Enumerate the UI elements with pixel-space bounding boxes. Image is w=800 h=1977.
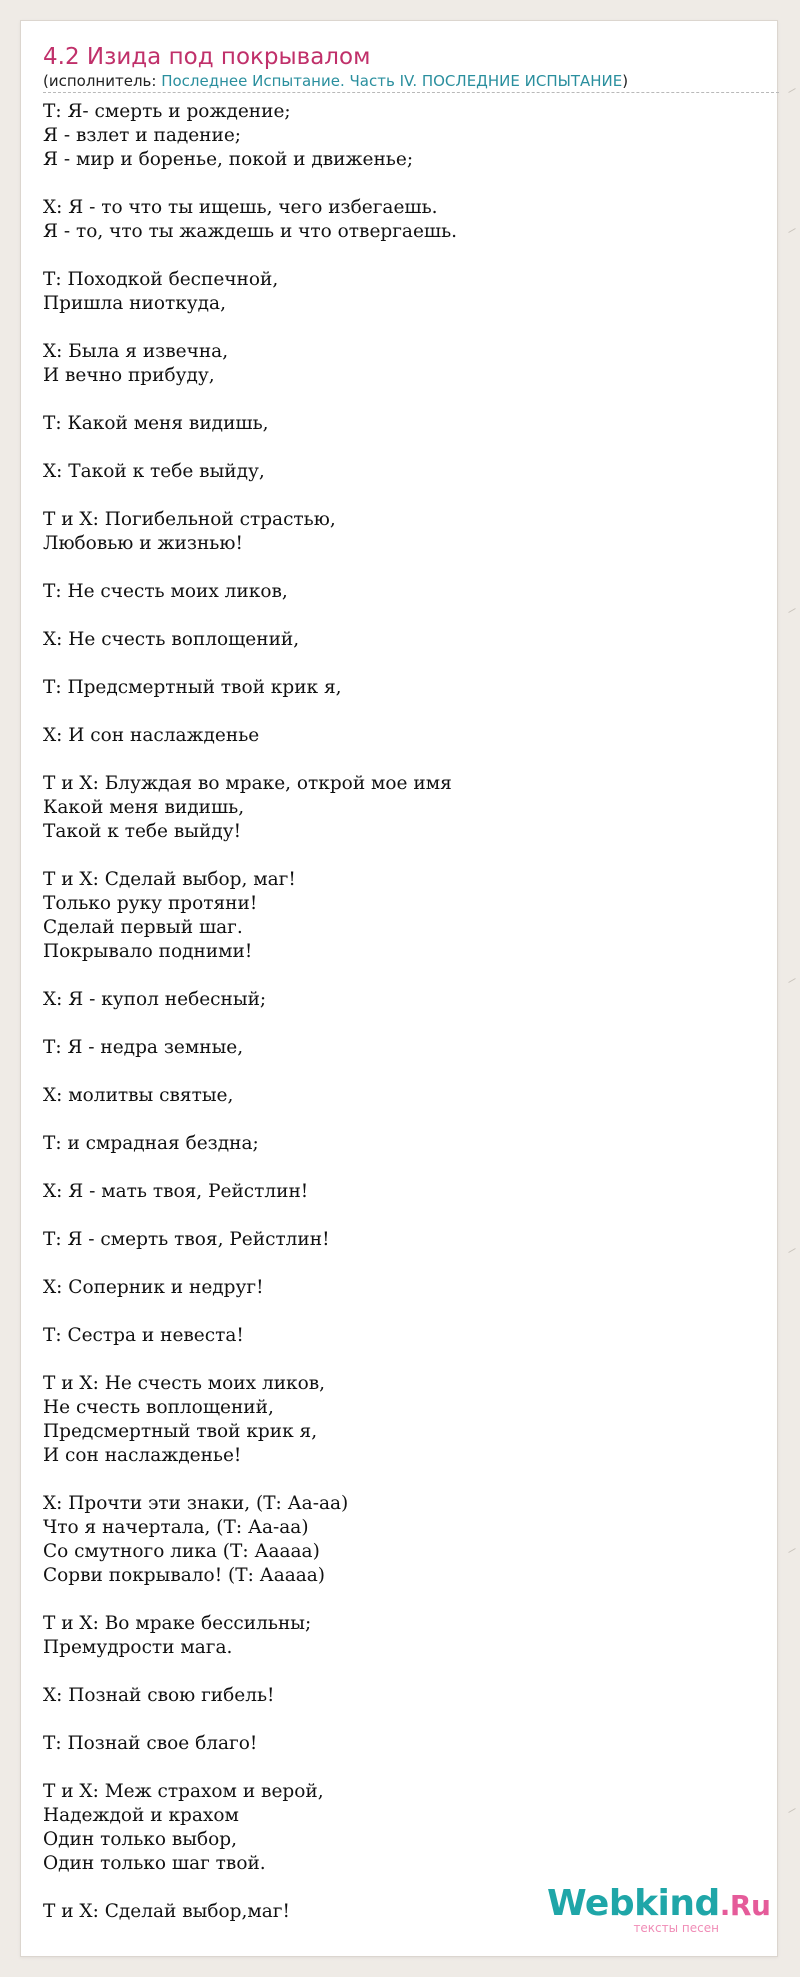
lyrics-stanza: [43, 1492, 743, 1588]
lyrics-line: Т: Предсмертный твой крик я,: [43, 677, 342, 698]
lyrics-line: Х: И сон наслажденье: [43, 725, 260, 746]
lyrics-line: Х: Соперник и недруг!: [43, 1277, 264, 1298]
logo-main-text: Webkind: [547, 1883, 720, 1924]
lyrics-stanza: [43, 196, 743, 244]
lyrics-line: Х: Я - купол небесный;: [43, 989, 267, 1010]
performer-line: [43, 71, 781, 91]
lyrics-line: Что я начертала, (Т: Аа-аа): [43, 1517, 309, 1538]
lyrics-line: Один только выбор,: [43, 1829, 238, 1850]
lyrics-stanza: [43, 508, 743, 556]
lyrics-line: Т и Х: Сделай выбор,маг!: [43, 1901, 290, 1922]
lyrics-stanza: [43, 1732, 743, 1756]
lyrics-line: Покрывало подними!: [43, 941, 253, 962]
lyrics-line: И вечно прибуду,: [43, 365, 215, 386]
performer-suffix: ): [622, 72, 629, 90]
edge-tick: [788, 1808, 795, 1813]
lyrics-stanza: [43, 988, 743, 1012]
lyrics-line: Х: молитвы святые,: [43, 1085, 234, 1106]
lyrics-line: Т: Походкой беспечной,: [43, 269, 279, 290]
lyrics-stanza: [43, 724, 743, 748]
logo-tagline: тексты песен: [633, 1921, 719, 1935]
lyrics-stanza: [43, 1684, 743, 1708]
edge-tick: [788, 608, 795, 613]
lyrics-stanza: [43, 1612, 743, 1660]
lyrics-line: Сорви покрывало! (Т: Ааааа): [43, 1565, 326, 1586]
lyrics-line: Т: Какой меня видишь,: [43, 413, 269, 434]
lyrics-stanza: [43, 1228, 743, 1252]
lyrics-stanza: [43, 772, 743, 844]
lyrics-line: Т: Я- смерть и рождение;: [43, 101, 291, 122]
lyrics-line: Х: Такой к тебе выйду,: [43, 461, 265, 482]
lyrics-line: Я - то, что ты жаждешь и что отвергаешь.: [43, 221, 458, 242]
lyrics-line: Только руку протяни!: [43, 893, 258, 914]
lyrics-line: Сделай первый шаг.: [43, 917, 243, 938]
lyrics-line: Т и Х: Во мраке бессильны;: [43, 1613, 312, 1634]
lyrics-stanza: [43, 1276, 743, 1300]
lyrics-stanza: [43, 100, 743, 172]
site-logo[interactable]: [547, 1883, 771, 1942]
lyrics-line: Х: Не счесть воплощений,: [43, 629, 300, 650]
lyrics-card: [20, 20, 778, 1957]
lyrics-line: Х: Прочти эти знаки, (Т: Аа-аа): [43, 1493, 349, 1514]
lyrics-line: Любовью и жизнью!: [43, 533, 243, 554]
lyrics-line: Т: и смрадная бездна;: [43, 1133, 259, 1154]
lyrics-line: Такой к тебе выйду!: [43, 821, 242, 842]
lyrics-line: Не счесть воплощений,: [43, 1397, 274, 1418]
lyrics-line: Т: Сестра и невеста!: [43, 1325, 244, 1346]
lyrics-stanza: [43, 1780, 743, 1876]
lyrics-line: Т: Я - смерть твоя, Рейстлин!: [43, 1229, 330, 1250]
lyrics-line: И сон наслажденье!: [43, 1445, 242, 1466]
logo-wordmark: [547, 1883, 771, 1926]
edge-tick: [788, 228, 795, 233]
lyrics-stanza: [43, 1372, 743, 1468]
lyrics-stanza: [43, 268, 743, 316]
edge-tick: [788, 1548, 795, 1553]
lyrics-stanza: [43, 1084, 743, 1108]
lyrics-line: Т и Х: Погибельной страстью,: [43, 509, 336, 530]
lyrics-line: Х: Была я извечна,: [43, 341, 229, 362]
performer-prefix: (исполнитель:: [43, 72, 162, 90]
edge-tick: [788, 88, 795, 93]
lyrics-stanza: [43, 1180, 743, 1204]
lyrics-stanza: [43, 628, 743, 652]
lyrics-line: Х: Познай свою гибель!: [43, 1685, 275, 1706]
logo-tld: .Ru: [719, 1889, 771, 1922]
title-divider: [43, 92, 779, 93]
performer-link[interactable]: Последнее Испытание. Часть IV. ПОСЛЕДНИЕ ИСПЫТАНИЕ: [161, 72, 623, 90]
lyrics-line: Я - взлет и падение;: [43, 125, 242, 146]
edge-tick: [788, 1248, 795, 1253]
edge-tick: [788, 978, 795, 983]
lyrics-line: Какой меня видишь,: [43, 797, 245, 818]
lyrics-line: Предсмертный твой крик я,: [43, 1421, 318, 1442]
lyrics-line: Т и Х: Блуждая во мраке, открой мое имя: [43, 773, 452, 794]
lyrics-body: [43, 100, 743, 1948]
lyrics-stanza: [43, 412, 743, 436]
lyrics-line: Со смутного лика (Т: Ааааа): [43, 1541, 320, 1562]
lyrics-line: Т: Не счесть моих ликов,: [43, 581, 288, 602]
lyrics-stanza: [43, 868, 743, 964]
lyrics-line: Т: Познай свое благо!: [43, 1733, 258, 1754]
lyrics-line: Один только шаг твой.: [43, 1853, 266, 1874]
lyrics-stanza: [43, 1036, 743, 1060]
lyrics-line: Т: Я - недра земные,: [43, 1037, 244, 1058]
song-title: 4.2 Изида под покрывалом: [43, 44, 371, 70]
lyrics-stanza: [43, 1132, 743, 1156]
page-edge-decoration: [784, 90, 796, 1890]
lyrics-line: Пришла ниоткуда,: [43, 293, 226, 314]
lyrics-stanza: [43, 676, 743, 700]
lyrics-stanza: [43, 580, 743, 604]
lyrics-line: Т и Х: Сделай выбор, маг!: [43, 869, 296, 890]
lyrics-stanza: [43, 340, 743, 388]
lyrics-line: Т и Х: Не счесть моих ликов,: [43, 1373, 326, 1394]
lyrics-line: Т и Х: Меж страхом и верой,: [43, 1781, 324, 1802]
lyrics-stanza: [43, 1324, 743, 1348]
lyrics-stanza: [43, 460, 743, 484]
lyrics-line: Премудрости мага.: [43, 1637, 233, 1658]
lyrics-line: Х: Я - то что ты ищешь, чего избегаешь.: [43, 197, 438, 218]
lyrics-line: Х: Я - мать твоя, Рейстлин!: [43, 1181, 309, 1202]
lyrics-line: Я - мир и боренье, покой и движенье;: [43, 149, 414, 170]
lyrics-line: Надеждой и крахом: [43, 1805, 239, 1826]
